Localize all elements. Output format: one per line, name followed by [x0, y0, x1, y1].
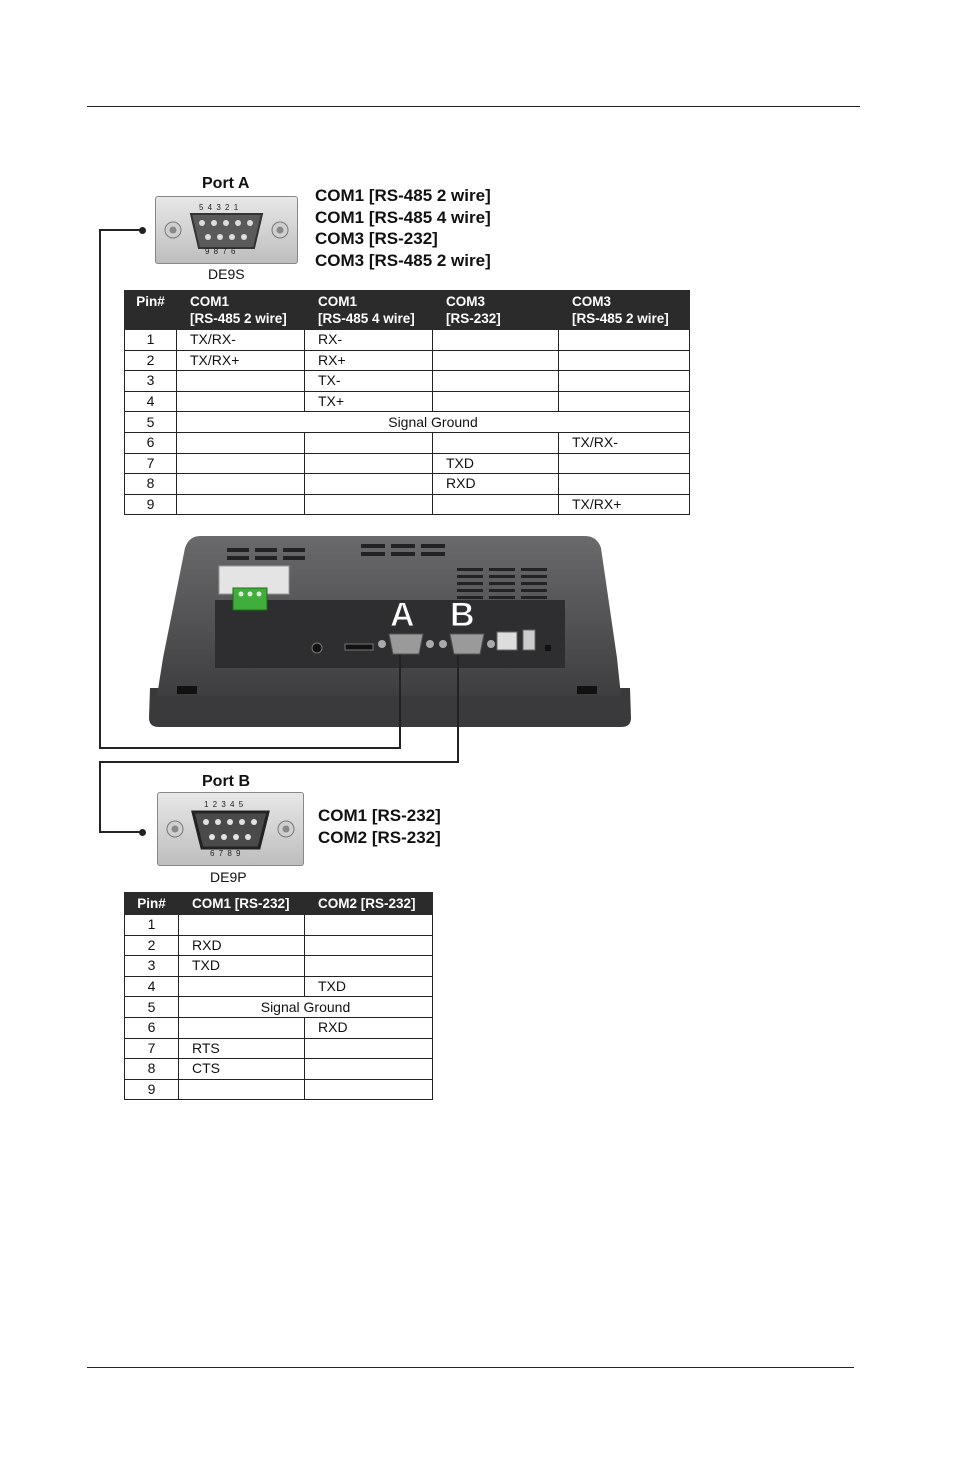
table-cell [177, 453, 305, 474]
port-b-wire [99, 761, 459, 763]
pin-cell: 9 [125, 1079, 179, 1100]
table-cell [179, 915, 305, 936]
table-cell [305, 453, 433, 474]
table-cell: TX/RX- [177, 330, 305, 351]
table-cell: TXD [433, 453, 559, 474]
table-cell [433, 432, 559, 453]
table-row [125, 453, 690, 474]
table-cell [305, 956, 433, 977]
table-cell [179, 976, 305, 997]
table-cell: RX- [305, 330, 433, 351]
pin-cell: 1 [125, 915, 179, 936]
table-row [125, 412, 690, 433]
table-cell [305, 915, 433, 936]
table-cell: TX/RX- [559, 432, 690, 453]
table-cell [559, 453, 690, 474]
port-a-com-line [315, 250, 491, 272]
table-cell: RXD [433, 474, 559, 495]
table-row [125, 1079, 433, 1100]
column-header: Pin# [125, 893, 179, 915]
pin-cell: 9 [125, 494, 177, 515]
table-cell [433, 330, 559, 351]
table-cell: TX+ [305, 391, 433, 412]
signal-ground-cell: Signal Ground [179, 997, 433, 1018]
com-mode: [RS-485 4 wire] [368, 207, 491, 227]
port-b-connector-label: DE9P [210, 869, 247, 885]
pin-cell: 7 [125, 1038, 179, 1059]
port-b-com-line [318, 805, 441, 827]
table-cell: TXD [179, 956, 305, 977]
com-name: COM1 [315, 207, 365, 227]
pin-cell: 6 [125, 1017, 179, 1038]
table-cell: TX- [305, 371, 433, 392]
table-cell: RTS [179, 1038, 305, 1059]
hmi-device-rear-image [145, 528, 635, 733]
table-cell [305, 1079, 433, 1100]
port-a-connector-label: DE9S [208, 266, 245, 282]
table-row [125, 935, 433, 956]
port-a-marker: A [390, 596, 415, 634]
port-a-wire [399, 655, 401, 749]
port-b-pin-numbers-top: 1 2 3 4 5 [204, 800, 245, 809]
signal-ground-cell: Signal Ground [177, 412, 690, 433]
table-cell [559, 330, 690, 351]
pin-cell: 5 [125, 412, 177, 433]
table-row [125, 391, 690, 412]
pin-cell: 4 [125, 391, 177, 412]
table-row [125, 1059, 433, 1080]
com-name: COM2 [318, 827, 368, 847]
port-a-com-line [315, 228, 491, 250]
table-row [125, 350, 690, 371]
port-b-title: Port B [202, 773, 250, 790]
table-cell [559, 391, 690, 412]
table-cell [433, 494, 559, 515]
port-b-wire [99, 761, 101, 833]
table-cell [433, 350, 559, 371]
port-b-com-line [318, 827, 441, 849]
pin-cell: 6 [125, 432, 177, 453]
port-b-marker: B [450, 596, 475, 634]
port-a-wire [99, 230, 101, 749]
table-cell [177, 371, 305, 392]
pin-cell: 2 [125, 935, 179, 956]
table-cell [177, 391, 305, 412]
table-row [125, 371, 690, 392]
table-cell [177, 494, 305, 515]
table-cell: CTS [179, 1059, 305, 1080]
column-header: COM2 [RS-232] [305, 893, 433, 915]
port-b-com-list [318, 805, 441, 848]
pin-cell: 3 [125, 371, 177, 392]
com-name: COM1 [315, 186, 365, 205]
port-b-wire-dot [139, 829, 146, 836]
column-header: COM3 [RS-485 2 wire] [559, 291, 690, 330]
pin-cell: 3 [125, 956, 179, 977]
table-cell [433, 391, 559, 412]
table-header-row [125, 291, 690, 330]
table-cell [305, 935, 433, 956]
port-a-pin-numbers-bottom: 9 8 7 6 [205, 247, 237, 256]
pin-cell: 8 [125, 474, 177, 495]
table-row [125, 432, 690, 453]
com-name: COM1 [318, 806, 368, 825]
com-mode: [RS-232] [371, 806, 441, 825]
port-a-title: Port A [202, 175, 250, 192]
column-header: COM3 [RS-232] [433, 291, 559, 330]
table-row [125, 1017, 433, 1038]
port-a-wire [99, 229, 143, 231]
table-row [125, 494, 690, 515]
port-b-connector-image [157, 792, 304, 866]
table-cell [179, 1017, 305, 1038]
column-header: COM1 [RS-485 2 wire] [177, 291, 305, 330]
pin-cell: 2 [125, 350, 177, 371]
port-a-com-list [315, 185, 491, 272]
table-row [125, 474, 690, 495]
port-b-wire [457, 655, 459, 763]
port-a-connector-image [155, 196, 298, 264]
port-a-wire [99, 747, 401, 749]
table-cell [305, 1038, 433, 1059]
com-mode: [RS-485 2 wire] [368, 251, 491, 271]
table-row [125, 1038, 433, 1059]
table-row [125, 976, 433, 997]
com-mode: [RS-232] [371, 827, 441, 847]
pin-cell: 1 [125, 330, 177, 351]
column-header: Pin# [125, 291, 177, 330]
table-cell: TX/RX+ [559, 494, 690, 515]
table-cell: RXD [305, 1017, 433, 1038]
table-cell [305, 432, 433, 453]
com-name: COM3 [315, 229, 365, 249]
table-row [125, 330, 690, 351]
port-b-wire [99, 831, 143, 833]
com-name: COM3 [315, 251, 365, 271]
table-row [125, 956, 433, 977]
table-cell: RXD [179, 935, 305, 956]
table-cell: RX+ [305, 350, 433, 371]
port-a-pin-numbers-top: 5 4 3 2 1 [199, 203, 240, 212]
column-header: COM1 [RS-485 4 wire] [305, 291, 433, 330]
port-a-pinout-table [124, 290, 690, 515]
port-b-pin-numbers-bottom: 6 7 8 9 [210, 849, 242, 858]
table-cell [305, 494, 433, 515]
table-cell [177, 432, 305, 453]
table-row [125, 997, 433, 1018]
port-a-wire-dot [139, 227, 146, 234]
pin-cell: 7 [125, 453, 177, 474]
header-rule [87, 106, 860, 107]
table-cell [179, 1079, 305, 1100]
pin-cell: 8 [125, 1059, 179, 1080]
com-mode: [RS-485 2 wire] [368, 186, 491, 205]
table-cell [177, 474, 305, 495]
table-cell [305, 474, 433, 495]
table-cell: TXD [305, 976, 433, 997]
table-cell [559, 474, 690, 495]
port-a-com-line [315, 185, 491, 207]
pin-cell: 5 [125, 997, 179, 1018]
port-a-com-line [315, 207, 491, 229]
column-header: COM1 [RS-232] [179, 893, 305, 915]
table-header-row [125, 893, 433, 915]
table-cell [559, 371, 690, 392]
port-b-pinout-table [124, 892, 433, 1100]
pin-cell: 4 [125, 976, 179, 997]
table-row [125, 915, 433, 936]
footer-rule [87, 1367, 854, 1368]
table-cell [433, 371, 559, 392]
com-mode: [RS-232] [368, 229, 438, 249]
table-cell [559, 350, 690, 371]
table-cell: TX/RX+ [177, 350, 305, 371]
table-cell [305, 1059, 433, 1080]
